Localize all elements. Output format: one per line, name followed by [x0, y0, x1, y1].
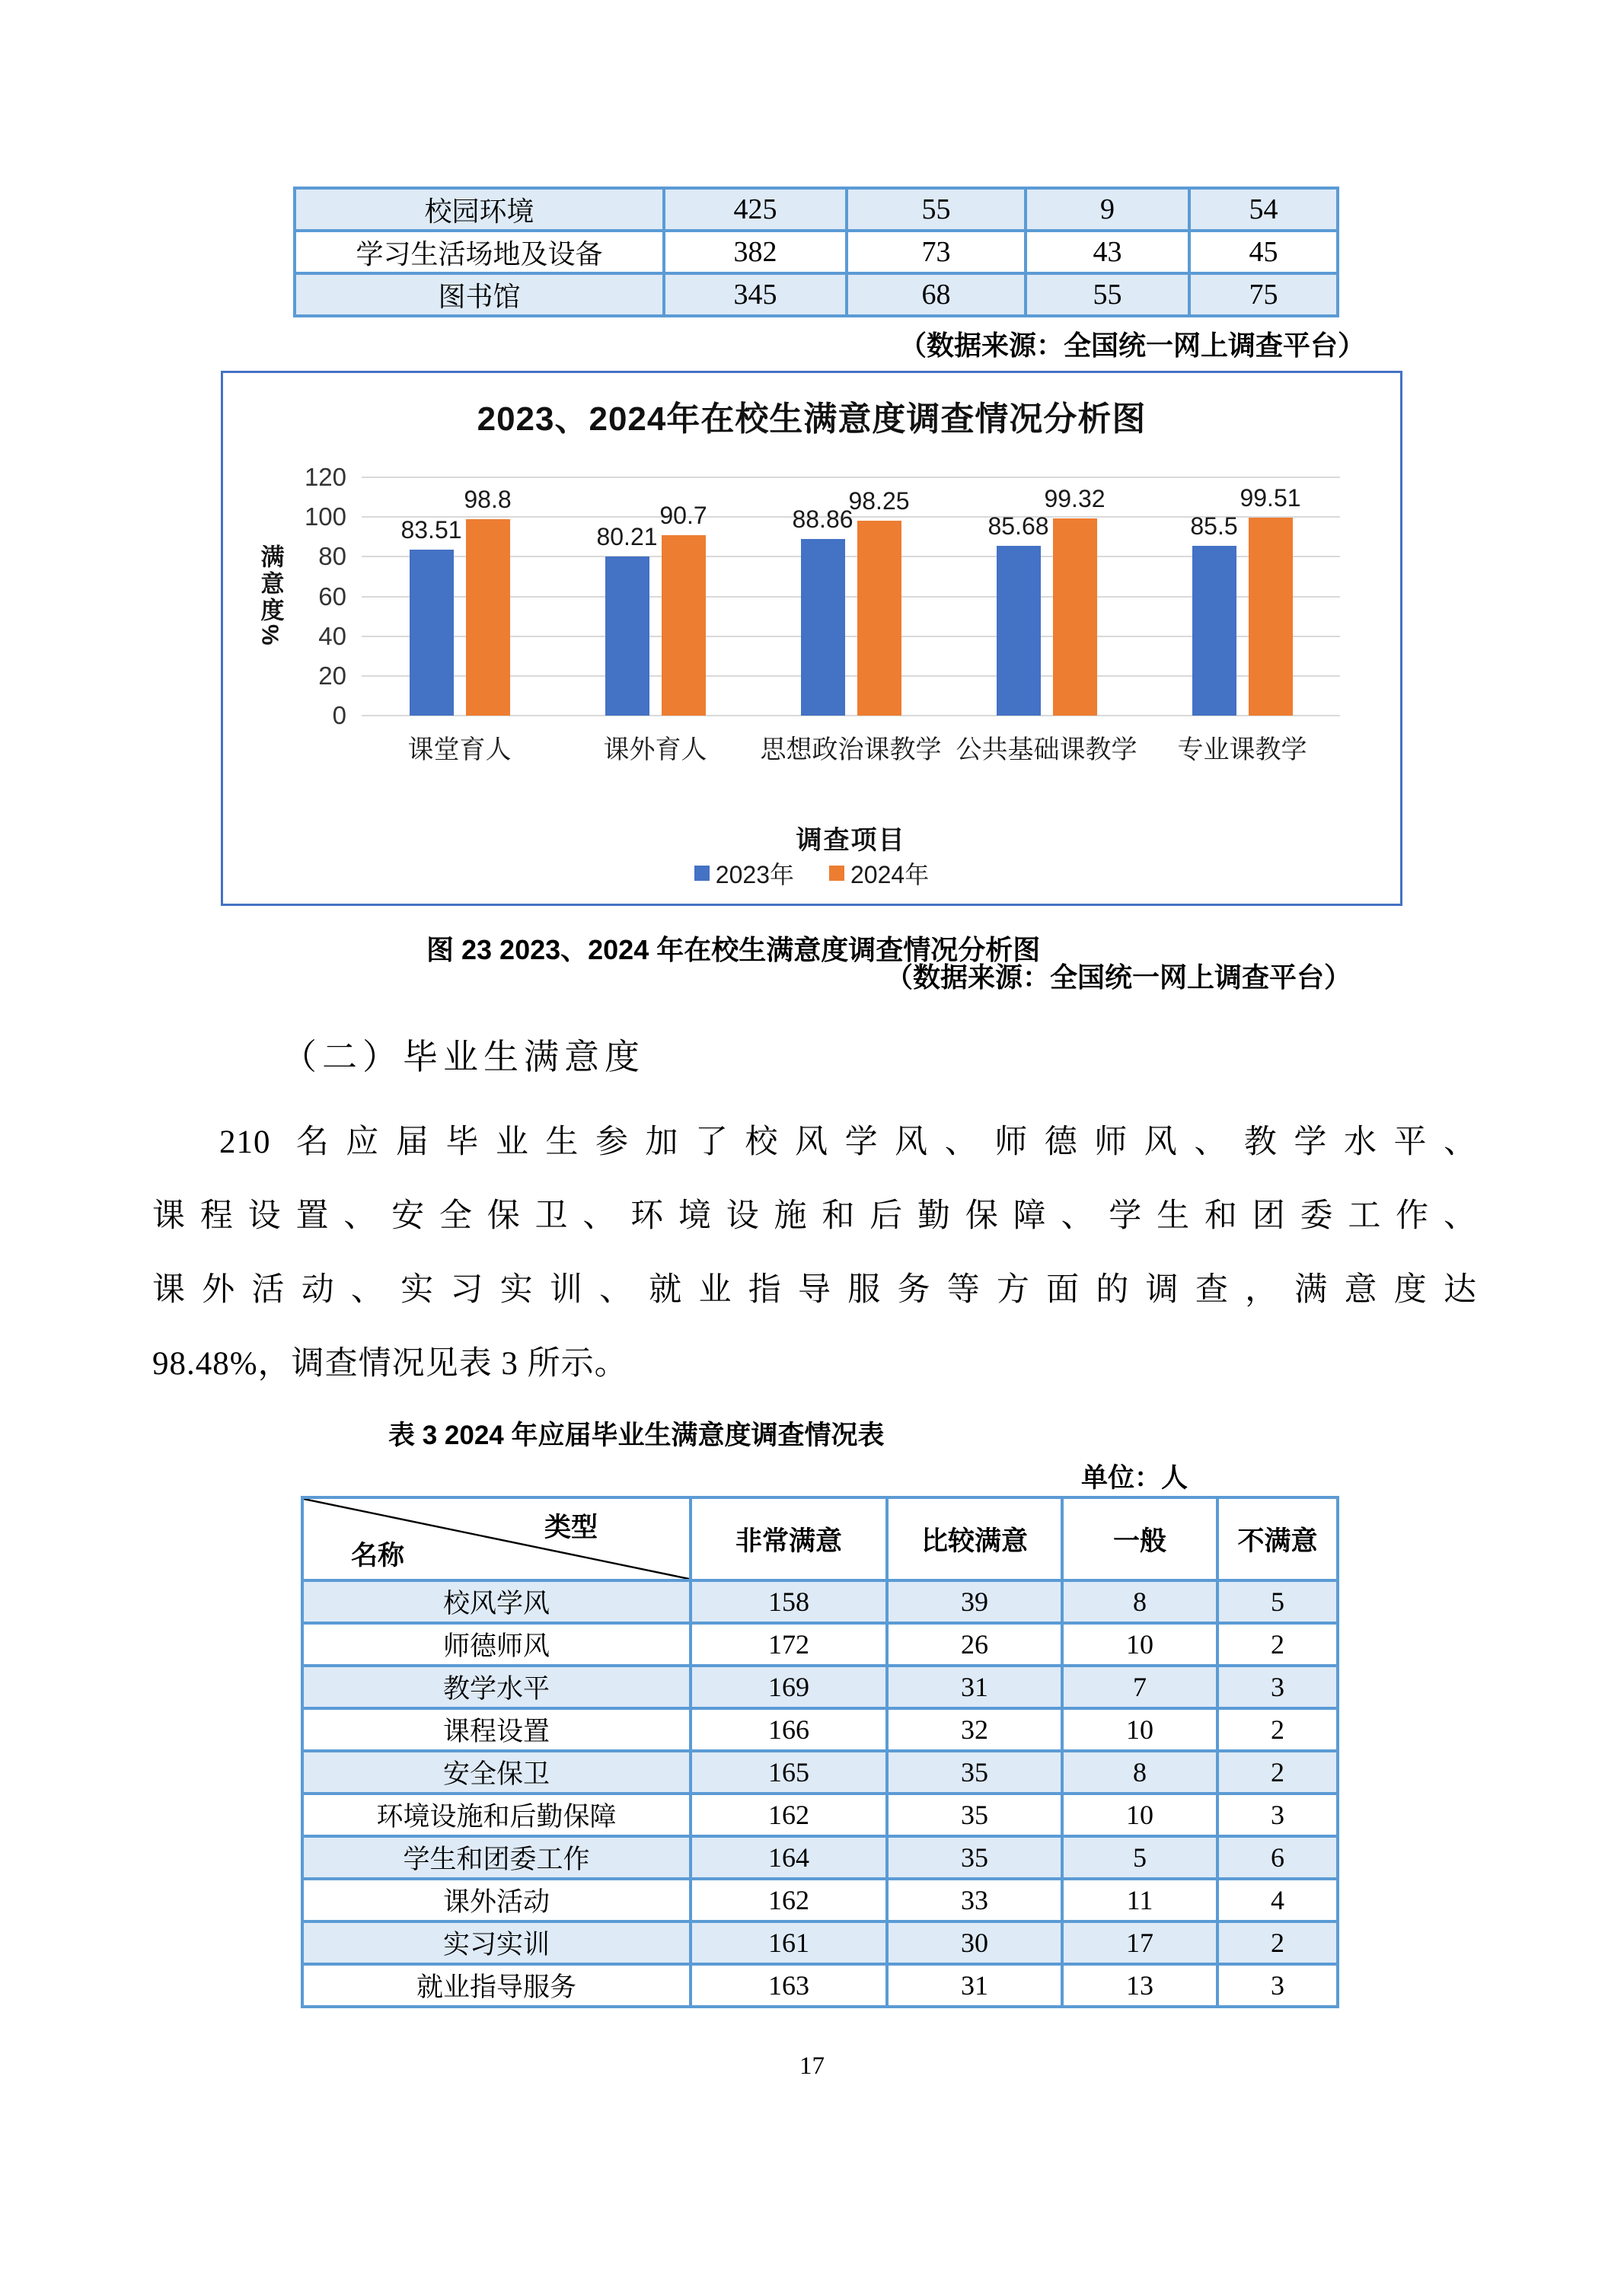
column-header: 非常满意 [691, 1497, 887, 1580]
bar-value-label: 88.86 [792, 505, 853, 534]
cell-value: 165 [691, 1751, 887, 1794]
page-number: 17 [799, 2052, 825, 2080]
satisfaction-bar-chart [221, 371, 1402, 906]
x-category-label: 思想政治课教学 [760, 735, 942, 764]
row-label: 安全保卫 [302, 1751, 691, 1794]
cell-value: 32 [887, 1708, 1062, 1751]
legend-label: 2024年 [850, 861, 930, 888]
figure-caption: 图 23 2023、2024 年在校生满意度调查情况分析图 [426, 934, 1041, 965]
row-label: 学习生活场地及设备 [295, 231, 664, 273]
cell-value: 158 [691, 1580, 887, 1623]
table-row [302, 1623, 1338, 1666]
cell-value: 31 [887, 1964, 1062, 2007]
bar-value-label: 98.25 [848, 486, 910, 515]
unit-note: 单位：人 [1081, 1463, 1188, 1493]
cell-value: 35 [887, 1794, 1062, 1836]
cell-value: 10 [1062, 1708, 1217, 1751]
table-row [295, 188, 1338, 231]
cell-value: 9 [1026, 188, 1189, 231]
bar-value-label: 85.68 [987, 512, 1049, 540]
bar-value-label: 99.51 [1240, 484, 1301, 512]
cell-value: 3 [1217, 1964, 1338, 2007]
data-source-note: （数据来源：全国统一网上调查平台） [885, 961, 1351, 993]
y-tick-label: 0 [332, 701, 346, 729]
row-label: 图书馆 [295, 273, 664, 316]
paragraph-line: 课外活动、实习实训、就业指导服务等方面的调查，满意度达 [152, 1272, 1477, 1308]
cell-value: 5 [1062, 1836, 1217, 1879]
paragraph-line: 210 名应届毕业生参加了校风学风、师德师风、教学水平、 [219, 1124, 1477, 1160]
cell-value: 10 [1062, 1794, 1217, 1836]
cell-value: 382 [664, 231, 847, 273]
row-label: 教学水平 [302, 1666, 691, 1708]
table-row [295, 273, 1338, 316]
bar-value-label: 90.7 [659, 502, 707, 530]
y-tick-label: 20 [318, 661, 346, 690]
cell-value: 75 [1189, 273, 1338, 316]
row-label: 就业指导服务 [302, 1964, 691, 2007]
bar-2023年 [997, 546, 1041, 716]
bar-2023年 [605, 556, 649, 716]
y-tick-label: 80 [318, 542, 346, 571]
cell-value: 10 [1062, 1623, 1217, 1666]
legend-swatch [829, 866, 844, 881]
cell-value: 31 [887, 1666, 1062, 1708]
x-category-label: 课外育人 [603, 735, 707, 764]
bar-2023年 [801, 539, 845, 716]
cell-value: 161 [691, 1921, 887, 1964]
row-label: 校园环境 [295, 188, 664, 231]
table-row [302, 1964, 1338, 2007]
legend-label: 2023年 [715, 861, 794, 888]
bar-2024年 [857, 521, 901, 716]
table-row [302, 1666, 1338, 1708]
bar-2024年 [466, 519, 510, 716]
cell-value: 3 [1217, 1794, 1338, 1836]
table-row [302, 1921, 1338, 1964]
paragraph-line: 课程设置、安全保卫、环境设施和后勤保障、学生和团委工作、 [152, 1198, 1477, 1234]
cell-value: 164 [691, 1836, 887, 1879]
table3-caption: 表 3 2024 年应届毕业生满意度调查情况表 [388, 1421, 885, 1450]
legend-item [829, 856, 929, 891]
x-axis-title: 调查项目 [796, 826, 906, 855]
y-tick-label: 100 [304, 502, 346, 531]
column-header: 不满意 [1217, 1497, 1338, 1580]
table-row [295, 231, 1338, 273]
bar-2024年 [662, 535, 706, 716]
cell-value: 166 [691, 1708, 887, 1751]
row-label: 学生和团委工作 [302, 1836, 691, 1879]
chart-legend [223, 856, 1400, 891]
table-row [302, 1751, 1338, 1794]
cell-value: 54 [1189, 188, 1338, 231]
row-label: 实习实训 [302, 1921, 691, 1964]
table-row [302, 1580, 1338, 1623]
cell-value: 73 [847, 231, 1026, 273]
cell-value: 35 [887, 1836, 1062, 1879]
cell-value: 26 [887, 1623, 1062, 1666]
table-row [302, 1879, 1338, 1921]
row-label: 课程设置 [302, 1708, 691, 1751]
cell-value: 2 [1217, 1921, 1338, 1964]
chart-title: 2023、2024年在校生满意度调查情况分析图 [477, 400, 1147, 438]
bar-value-label: 83.51 [400, 516, 462, 544]
cell-value: 33 [887, 1879, 1062, 1921]
body-paragraph [152, 1105, 1477, 1401]
bar-2023年 [410, 550, 454, 716]
corner-cell [302, 1497, 691, 1580]
cell-value: 43 [1026, 231, 1189, 273]
cell-value: 17 [1062, 1921, 1217, 1964]
plot-area [362, 477, 1340, 716]
bar-value-label: 85.5 [1190, 512, 1238, 540]
graduate-satisfaction-table [301, 1496, 1339, 2008]
cell-value: 55 [847, 188, 1026, 231]
column-header: 一般 [1062, 1497, 1217, 1580]
cell-value: 2 [1217, 1623, 1338, 1666]
table-row [302, 1708, 1338, 1751]
table-row [302, 1794, 1338, 1836]
cell-value: 35 [887, 1751, 1062, 1794]
campus-environment-table [293, 187, 1339, 317]
paragraph-line: 98.48%，调查情况见表 3 所示。 [152, 1346, 628, 1382]
section-heading: （二）毕业生满意度 [282, 1038, 645, 1076]
row-label: 师德师风 [302, 1623, 691, 1666]
cell-value: 45 [1189, 231, 1338, 273]
cell-value: 11 [1062, 1879, 1217, 1921]
cell-value: 30 [887, 1921, 1062, 1964]
table-header-row [302, 1497, 1338, 1580]
bar-2024年 [1053, 518, 1097, 716]
bar-2024年 [1249, 518, 1293, 716]
cell-value: 2 [1217, 1708, 1338, 1751]
cell-value: 13 [1062, 1964, 1217, 2007]
legend-item [694, 856, 794, 891]
y-tick-label: 40 [318, 621, 346, 650]
bar-2023年 [1192, 546, 1236, 716]
x-category-label: 课堂育人 [407, 735, 512, 764]
y-tick-label: 60 [318, 582, 346, 611]
cell-value: 162 [691, 1879, 887, 1921]
y-axis-title: 满意度% [257, 544, 284, 649]
cell-value: 169 [691, 1666, 887, 1708]
legend-swatch [694, 866, 710, 881]
cell-value: 162 [691, 1794, 887, 1836]
cell-value: 2 [1217, 1751, 1338, 1794]
y-tick-label: 120 [304, 463, 346, 491]
cell-value: 8 [1062, 1751, 1217, 1794]
cell-value: 8 [1062, 1580, 1217, 1623]
corner-label-name: 名称 [351, 1541, 405, 1571]
bar-value-label: 80.21 [596, 522, 658, 550]
cell-value: 163 [691, 1964, 887, 2007]
row-label: 环境设施和后勤保障 [302, 1794, 691, 1836]
corner-label-type: 类型 [544, 1513, 598, 1542]
cell-value: 3 [1217, 1666, 1338, 1708]
table-row [302, 1836, 1338, 1879]
cell-value: 425 [664, 188, 847, 231]
gridline [362, 477, 1340, 478]
cell-value: 4 [1217, 1879, 1338, 1921]
row-label: 课外活动 [302, 1879, 691, 1921]
cell-value: 55 [1026, 273, 1189, 316]
row-label: 校风学风 [302, 1580, 691, 1623]
cell-value: 172 [691, 1623, 887, 1666]
x-category-label: 公共基础课教学 [956, 735, 1137, 764]
data-source-note: （数据来源：全国统一网上调查平台） [898, 330, 1365, 361]
cell-value: 68 [847, 273, 1026, 316]
bar-value-label: 98.8 [464, 486, 512, 514]
cell-value: 39 [887, 1580, 1062, 1623]
x-category-label: 专业课教学 [1177, 735, 1307, 764]
cell-value: 6 [1217, 1836, 1338, 1879]
cell-value: 5 [1217, 1580, 1338, 1623]
cell-value: 7 [1062, 1666, 1217, 1708]
column-header: 比较满意 [887, 1497, 1062, 1580]
cell-value: 345 [664, 273, 847, 316]
bar-value-label: 99.32 [1044, 484, 1106, 512]
